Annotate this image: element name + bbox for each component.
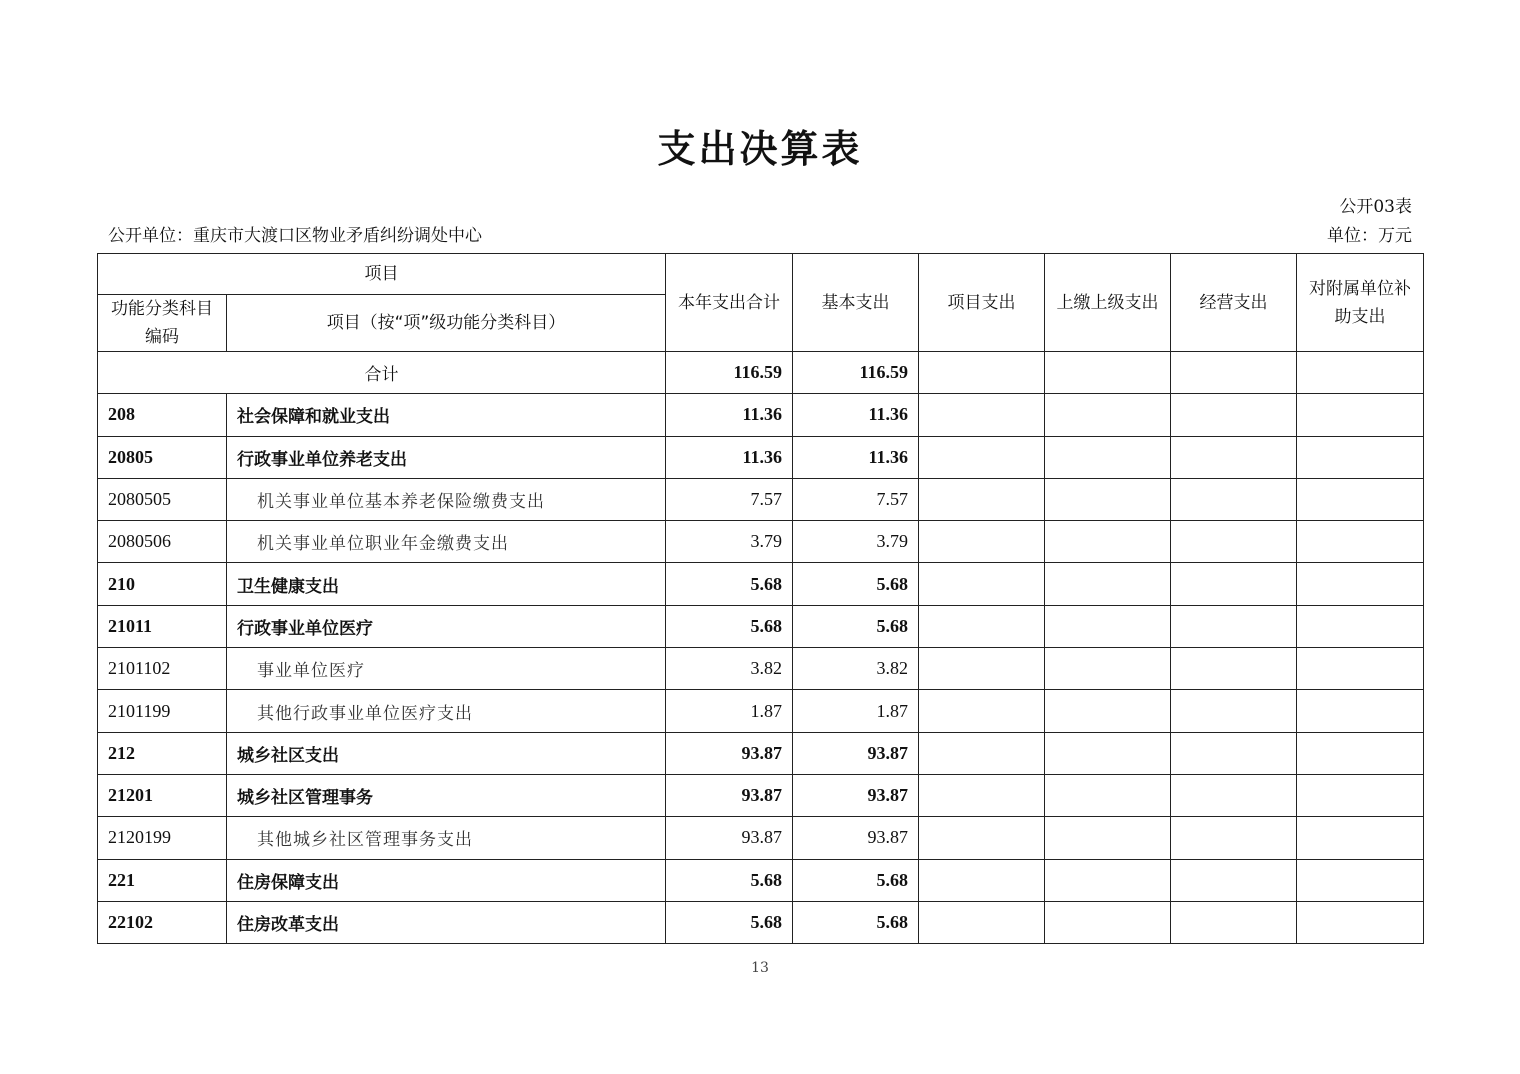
name-cell: 城乡社区管理事务 [227,774,666,816]
business-cell [1171,563,1297,605]
total-cell: 11.36 [666,436,793,478]
upper-cell [1045,352,1171,394]
project-cell [919,901,1045,943]
upper-cell [1045,648,1171,690]
project-cell [919,478,1045,520]
table-row [98,690,1424,732]
upper-cell [1045,817,1171,859]
name-cell: 住房保障支出 [227,859,666,901]
total-cell: 3.79 [666,521,793,563]
name-cell: 行政事业单位医疗 [227,605,666,647]
business-cell [1171,436,1297,478]
business-cell [1171,521,1297,563]
subsidy-cell [1297,605,1424,647]
name-cell: 其他城乡社区管理事务支出 [227,817,666,859]
business-cell [1171,817,1297,859]
page-title: 支出决算表 [657,127,863,171]
basic-cell: 5.68 [793,859,919,901]
total-cell: 93.87 [666,774,793,816]
table-row [98,521,1424,563]
business-cell [1171,394,1297,436]
table-row [98,478,1424,520]
code-cell: 2101199 [98,690,227,732]
code-cell: 210 [98,563,227,605]
reporting-unit: 公开单位：重庆市大渡口区物业矛盾纠纷调处中心 [108,226,482,246]
upper-cell [1045,732,1171,774]
project-cell [919,732,1045,774]
business-cell [1171,690,1297,732]
basic-cell: 93.87 [793,774,919,816]
code-cell: 212 [98,732,227,774]
table-row [98,817,1424,859]
name-cell: 城乡社区支出 [227,732,666,774]
subsidy-cell [1297,521,1424,563]
table-row [98,859,1424,901]
basic-cell: 93.87 [793,817,919,859]
name-cell: 其他行政事业单位医疗支出 [227,690,666,732]
upper-cell [1045,690,1171,732]
project-cell [919,605,1045,647]
header-project: 项目支出 [919,254,1045,352]
subsidy-cell [1297,817,1424,859]
basic-cell: 1.87 [793,690,919,732]
code-cell: 2080506 [98,521,227,563]
upper-cell [1045,436,1171,478]
basic-cell: 5.68 [793,901,919,943]
upper-cell [1045,563,1171,605]
code-cell: 2080505 [98,478,227,520]
header-business: 经营支出 [1171,254,1297,352]
header-item-group: 项目 [98,254,666,295]
business-cell [1171,901,1297,943]
total-cell: 5.68 [666,901,793,943]
header-upper: 上缴上级支出 [1045,254,1171,352]
page-number: 13 [751,960,769,976]
table-row [98,394,1424,436]
basic-cell: 116.59 [793,352,919,394]
name-cell: 社会保障和就业支出 [227,394,666,436]
total-cell: 7.57 [666,478,793,520]
code-cell: 22102 [98,901,227,943]
table-row [98,436,1424,478]
upper-cell [1045,859,1171,901]
form-number: 公开03表 [1339,197,1412,217]
basic-cell: 5.68 [793,605,919,647]
business-cell [1171,732,1297,774]
business-cell [1171,352,1297,394]
total-row [98,352,1424,394]
currency-unit: 单位：万元 [1327,226,1412,246]
header-item-name: 项目（按“项”级功能分类科目） [227,295,666,352]
code-cell: 2120199 [98,817,227,859]
name-cell: 住房改革支出 [227,901,666,943]
business-cell [1171,774,1297,816]
name-cell: 行政事业单位养老支出 [227,436,666,478]
total-cell: 1.87 [666,690,793,732]
subsidy-cell [1297,394,1424,436]
project-cell [919,352,1045,394]
name-cell: 卫生健康支出 [227,563,666,605]
business-cell [1171,478,1297,520]
total-cell: 3.82 [666,648,793,690]
header-subsidy: 对附属单位补助支出 [1297,254,1424,352]
subsidy-cell [1297,901,1424,943]
subsidy-cell [1297,563,1424,605]
upper-cell [1045,478,1171,520]
table-row [98,774,1424,816]
header-code: 功能分类科目编码 [98,295,227,352]
header-total: 本年支出合计 [666,254,793,352]
basic-cell: 11.36 [793,436,919,478]
project-cell [919,648,1045,690]
subsidy-cell [1297,859,1424,901]
basic-cell: 11.36 [793,394,919,436]
basic-cell: 3.82 [793,648,919,690]
project-cell [919,690,1045,732]
business-cell [1171,605,1297,647]
business-cell [1171,648,1297,690]
upper-cell [1045,521,1171,563]
subsidy-cell [1297,436,1424,478]
subsidy-cell [1297,352,1424,394]
table-row [98,563,1424,605]
table-row [98,648,1424,690]
basic-cell: 7.57 [793,478,919,520]
basic-cell: 93.87 [793,732,919,774]
table-row [98,901,1424,943]
project-cell [919,394,1045,436]
total-cell: 5.68 [666,563,793,605]
basic-cell: 3.79 [793,521,919,563]
project-cell [919,774,1045,816]
code-cell: 221 [98,859,227,901]
basic-cell: 5.68 [793,563,919,605]
upper-cell [1045,901,1171,943]
upper-cell [1045,394,1171,436]
code-cell: 208 [98,394,227,436]
project-cell [919,563,1045,605]
project-cell [919,436,1045,478]
table-row [98,732,1424,774]
code-cell: 2101102 [98,648,227,690]
subsidy-cell [1297,690,1424,732]
table-row [98,605,1424,647]
subsidy-cell [1297,774,1424,816]
upper-cell [1045,774,1171,816]
project-cell [919,859,1045,901]
total-cell: 93.87 [666,817,793,859]
total-cell: 93.87 [666,732,793,774]
business-cell [1171,859,1297,901]
name-cell: 机关事业单位基本养老保险缴费支出 [227,478,666,520]
expenditure-table [97,253,1424,944]
total-cell: 5.68 [666,605,793,647]
subsidy-cell [1297,732,1424,774]
header-basic: 基本支出 [793,254,919,352]
project-cell [919,817,1045,859]
total-cell: 11.36 [666,394,793,436]
name-cell: 机关事业单位职业年金缴费支出 [227,521,666,563]
subsidy-cell [1297,648,1424,690]
total-label: 合计 [98,352,666,394]
code-cell: 21201 [98,774,227,816]
total-cell: 5.68 [666,859,793,901]
subsidy-cell [1297,478,1424,520]
project-cell [919,521,1045,563]
code-cell: 21011 [98,605,227,647]
code-cell: 20805 [98,436,227,478]
upper-cell [1045,605,1171,647]
name-cell: 事业单位医疗 [227,648,666,690]
total-cell: 116.59 [666,352,793,394]
